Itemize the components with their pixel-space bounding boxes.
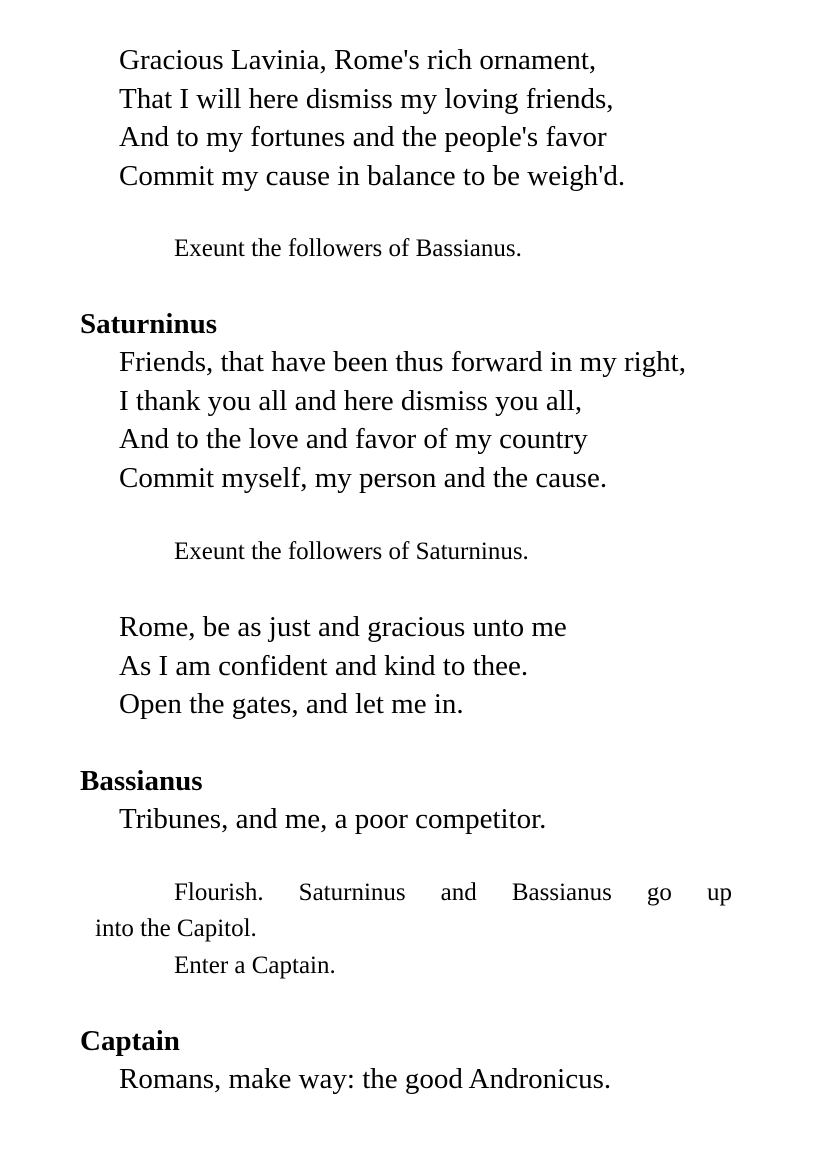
verse-line: Rome, be as just and gracious unto me — [119, 611, 567, 643]
stage-direction-line: into the Capitol. — [95, 915, 257, 942]
speaker-name: Captain — [80, 1025, 180, 1057]
verse-line: And to the love and favor of my country — [119, 423, 588, 455]
speech-lines — [119, 800, 546, 839]
verse-line: Friends, that have been thus forward in my right, — [119, 346, 686, 378]
verse-line: As I am confident and kind to thee. — [119, 649, 529, 682]
verse-line: Romans, make way: the good Andronicus. — [119, 1063, 612, 1095]
verse-line: Gracious Lavinia, Rome's rich ornament, — [119, 44, 597, 76]
speech-lines — [119, 343, 686, 497]
stage-direction: Enter a Captain. — [174, 952, 336, 979]
stage-direction: Exeunt the followers of Bassianus. — [174, 235, 522, 262]
speaker-name: Saturninus — [80, 308, 218, 340]
speech-lines — [119, 608, 567, 724]
speech-lines — [119, 41, 625, 195]
speaker-name: Bassianus — [80, 765, 203, 797]
verse-line: And to my fortunes and the people's favor — [119, 121, 607, 153]
verse-line: Open the gates, and let me in. — [119, 688, 464, 720]
verse-line: Commit my cause in balance to be weigh'd. — [119, 159, 626, 192]
verse-line: Tribunes, and me, a poor competitor. — [119, 803, 547, 835]
verse-line: I thank you all and here dismiss you all, — [119, 384, 583, 417]
verse-line: That I will here dismiss my loving friends, — [119, 82, 614, 115]
speech-lines — [119, 1060, 611, 1099]
stage-direction-line: Flourish. Saturninus and Bassianus go up — [174, 879, 732, 906]
verse-line: Commit myself, my person and the cause. — [119, 461, 608, 494]
stage-direction — [95, 875, 732, 947]
stage-direction: Exeunt the followers of Saturninus. — [174, 538, 529, 565]
